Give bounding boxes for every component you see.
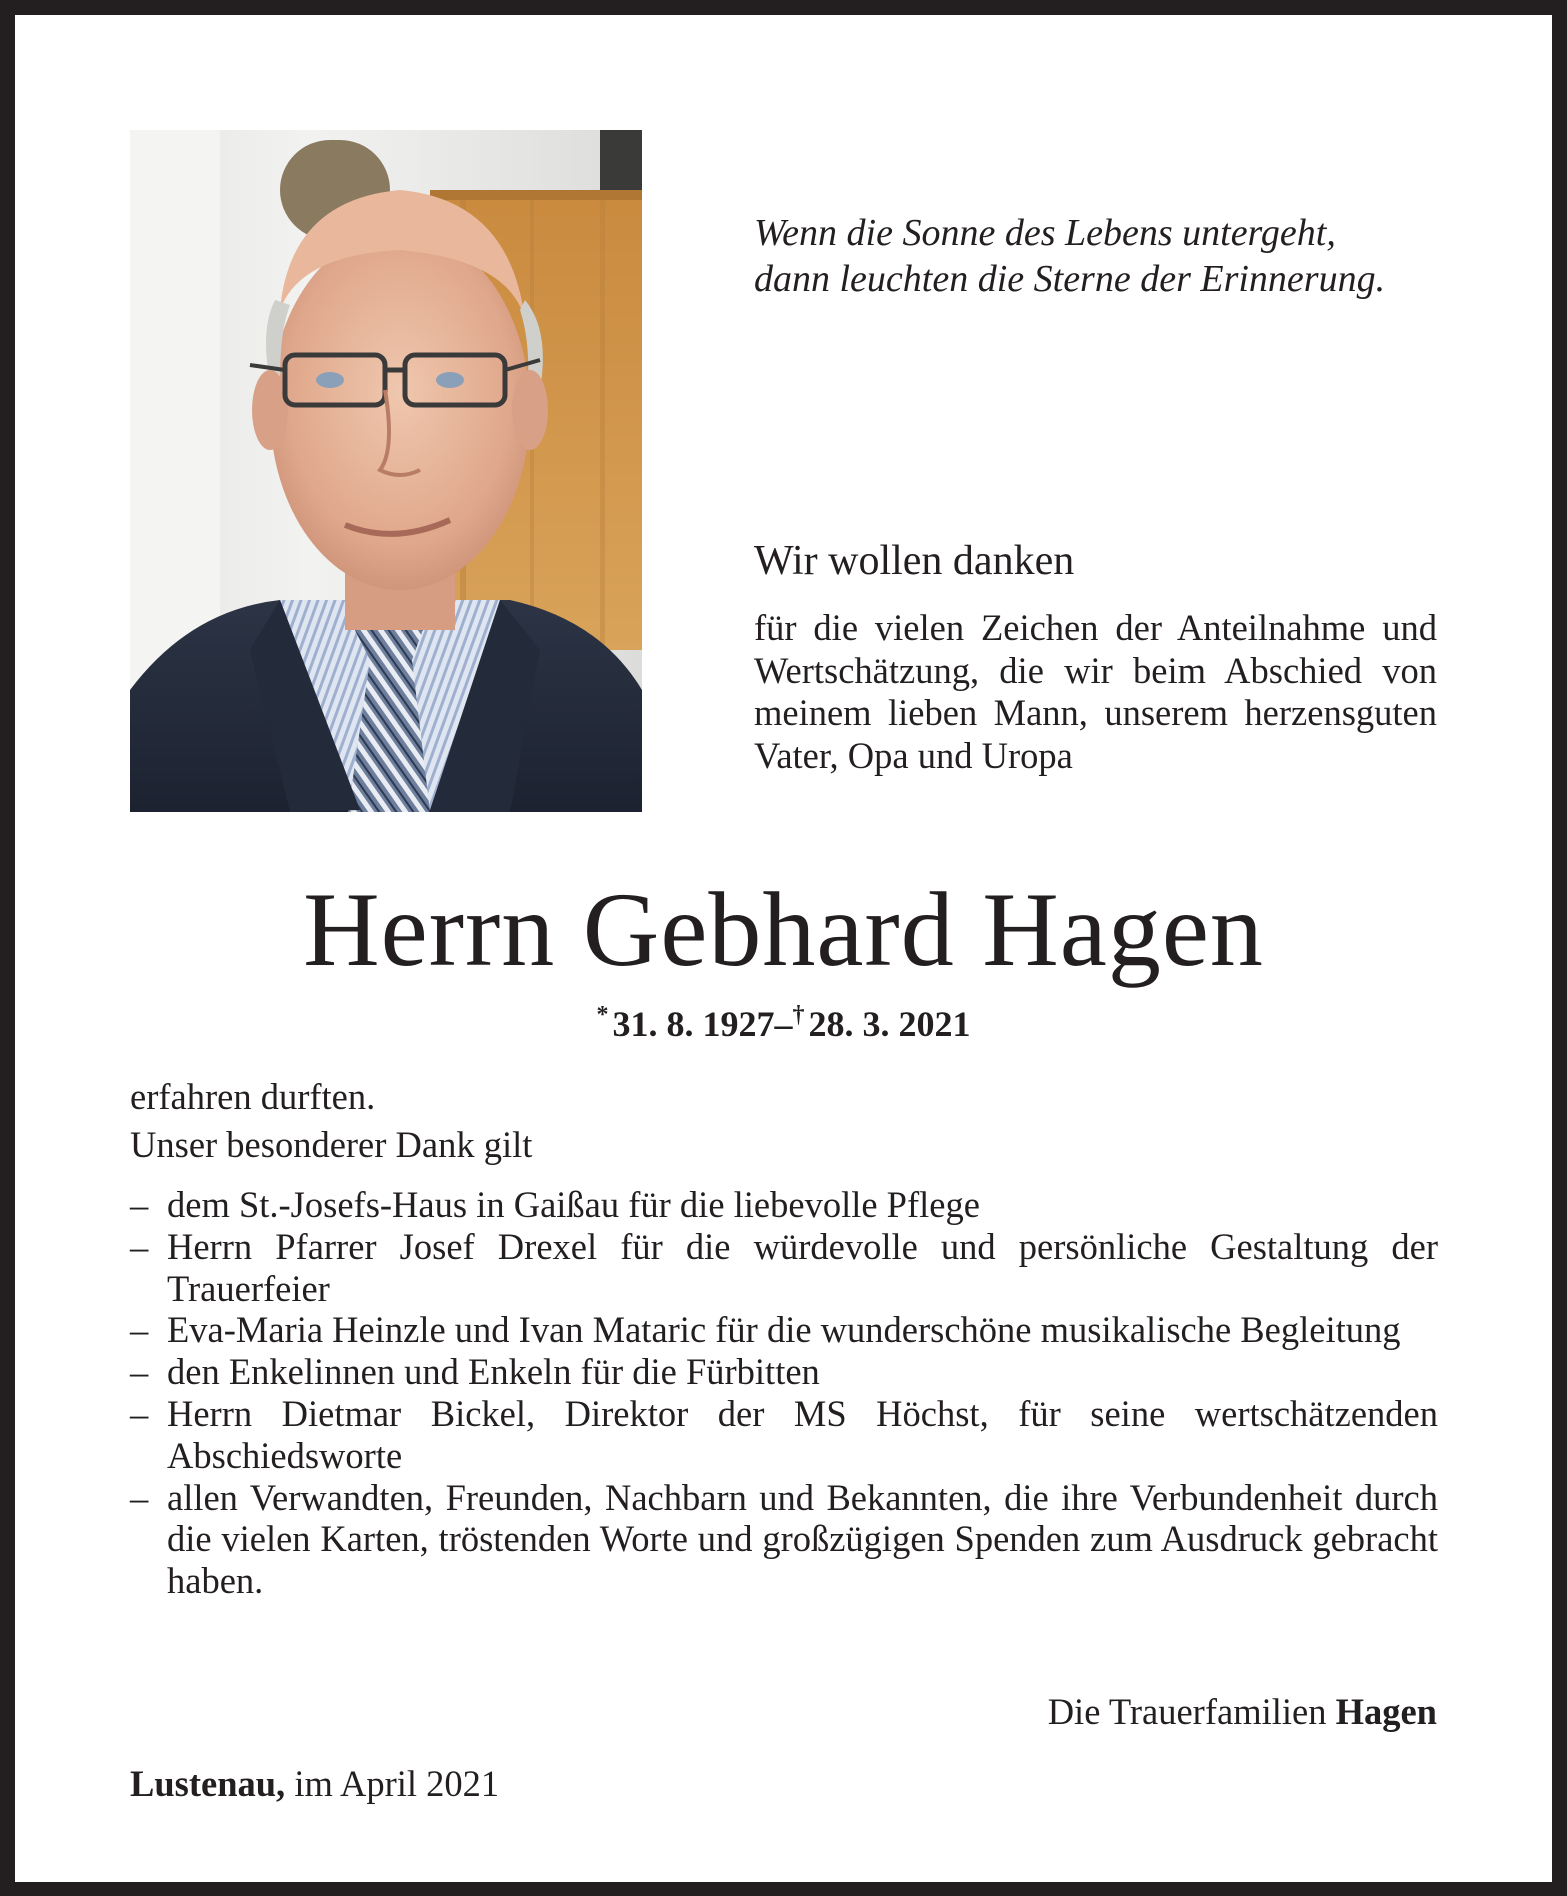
list-item [130,1309,1438,1351]
date-text: im April 2021 [294,1763,500,1804]
list-item-text: Eva-Maria Heinzle und Ivan Mataric für die wunderschöne musikalische Begleitung [167,1309,1401,1351]
life-dates [0,990,1567,1049]
motto-quote [754,210,1514,302]
signoff [1048,1688,1437,1736]
list-dash: – [130,1225,149,1267]
birth-date: 31. 8. 1927 [612,1004,775,1044]
deceased-name: Herrn Gebhard Hagen [303,871,1264,988]
date-separator: – [774,1004,793,1044]
closing-line-2: Unser besonderer Dank gilt [130,1124,533,1165]
list-dash: – [130,1476,149,1518]
list-item-text: Herrn Dietmar Bickel, Direktor der MS Höchst, für seine wertschätzenden Abschiedsworte [167,1392,1438,1476]
list-dash: – [130,1309,149,1351]
motto-line-1: Wenn die Sonne des Lebens untergeht, [754,212,1336,254]
place-date [130,1760,499,1808]
list-item [130,1477,1438,1602]
signoff-prefix: Die Trauerfamilien [1047,1691,1327,1732]
list-item-text: den Enkelinnen und Enkeln für die Fürbitten [167,1351,820,1393]
list-item [130,1393,1438,1477]
death-symbol: † [792,1002,805,1028]
thanks-heading: Wir wollen danken [754,538,1075,584]
thanks-body: für die vielen Zeichen der Anteilnahme und Wertschätzung, die wir beim Abschied von meinem lieben Mann, unserem herzensguten Vater, Opa und Uropa [754,607,1437,776]
family-name: Hagen [1335,1691,1437,1732]
list-item [130,1226,1438,1310]
closing-line-1: erfahren durften. [130,1076,376,1117]
list-dash: – [130,1351,149,1393]
list-dash: – [130,1392,149,1434]
portrait-photo [130,130,642,812]
closing-text [130,1076,1438,1166]
death-date: 28. 3. 2021 [808,1004,971,1044]
motto-line-2: dann leuchten die Sterne der Erinnerung. [754,258,1386,300]
place-name: Lustenau, [130,1763,286,1804]
list-item-text: dem St.-Josefs-Haus in Gaißau für die liebevolle Pflege [167,1184,980,1225]
list-dash: – [130,1184,149,1225]
thanks-list [130,1184,1438,1602]
list-item-text: Herrn Pfarrer Josef Drexel für die würdevolle und persönliche Gestaltung der Trauerfeier [167,1225,1438,1309]
list-item [130,1351,1438,1393]
birth-symbol: * [596,1002,609,1028]
list-item-text: allen Verwandten, Freunden, Nachbarn und Bekannten, die ihre Verbundenheit durch die vielen Karten, tröstenden Worte und großzügigen Spenden zum Ausdruck gebracht haben. [167,1476,1438,1602]
list-item [130,1184,1438,1226]
